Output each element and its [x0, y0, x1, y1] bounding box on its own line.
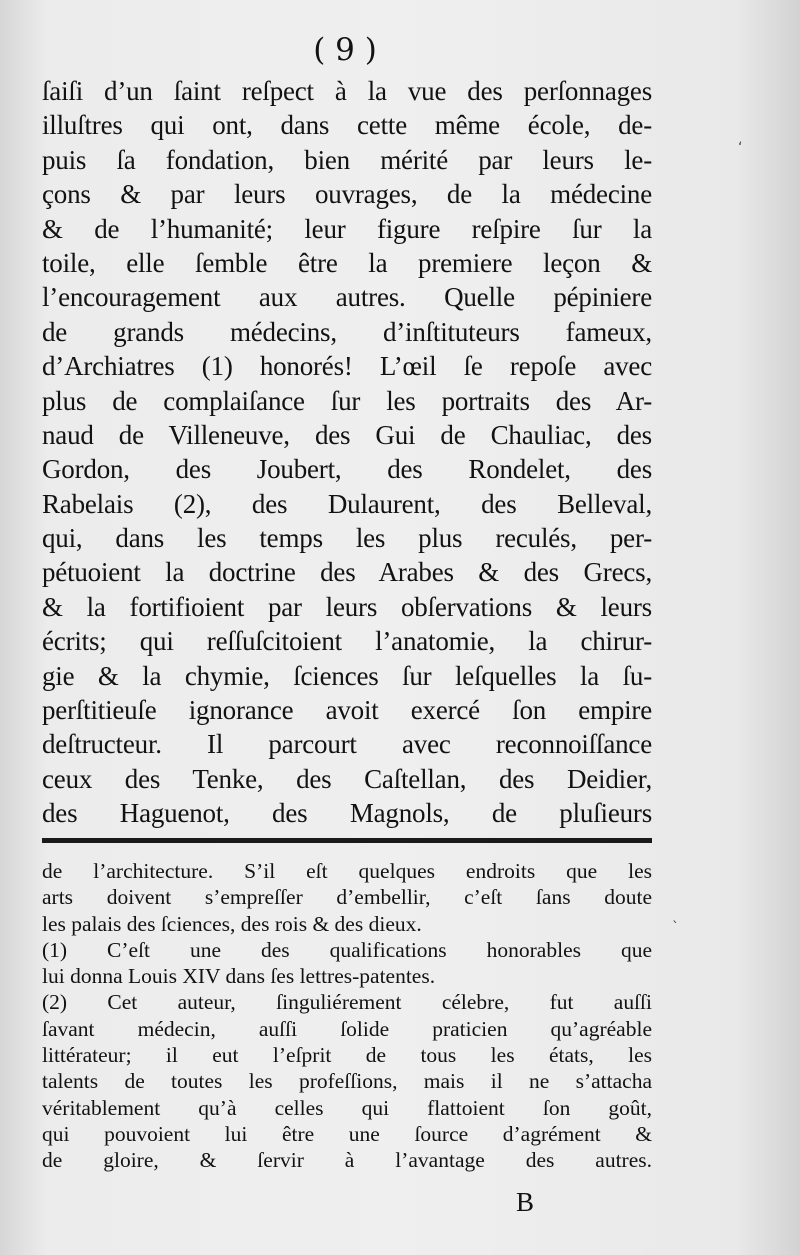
footnote-line: véritablement qu’à celles qui flattoient ſon goût,: [42, 1095, 652, 1120]
footnote-line: qui pouvoient lui être une ſource d’agrément &: [42, 1121, 652, 1146]
footnotes-block: [42, 858, 652, 1174]
main-text-line: qui, dans les temps les plus reculés, per-: [42, 523, 652, 554]
main-text-line: illuſtres qui ont, dans cette même école, de-: [42, 110, 652, 141]
main-text-line: plus de complaiſance ſur les portraits des Ar-: [42, 385, 652, 416]
main-text-line: pétuoient la doctrine des Arabes & des Grecs,: [42, 557, 652, 588]
main-text-line: & de l’humanité; leur figure reſpire ſur la: [42, 213, 652, 244]
main-text-line: ſaiſi d’un ſaint reſpect à la vue des perſonnages: [42, 76, 652, 106]
footnote-line: arts doivent s’empreſſer d’embellir, c’eſt ſans doute: [42, 885, 652, 910]
main-text-line: & la fortifioient par leurs obſervations & leurs: [42, 591, 652, 622]
footnote-line: (2) Cet auteur, ſinguliérement célebre, fut auſſi: [42, 990, 652, 1015]
main-text-block: [42, 74, 652, 831]
main-text-line: deſtructeur. Il parcourt avec reconnoiſſance: [42, 729, 652, 760]
main-text-line: Gordon, des Joubert, des Rondelet, des: [42, 454, 652, 485]
margin-speck: ‘: [738, 140, 743, 156]
footnote-line: les palais des ſciences, des rois & des dieux.: [42, 911, 422, 936]
main-text-line: d’Archiatres (1) honorés! L’œil ſe repoſe avec: [42, 351, 652, 382]
main-text-line: gie & la chymie, ſciences ſur leſquelles la ſu-: [42, 660, 652, 691]
main-text-line: ceux des Tenke, des Caſtellan, des Deidier,: [42, 763, 652, 794]
main-text-line: toile, elle ſemble être la premiere leçon &: [42, 247, 652, 278]
main-text-line: l’encouragement aux autres. Quelle pépiniere: [42, 282, 652, 313]
page-number: ( 9 ): [313, 32, 377, 68]
footnote-line: talents de toutes les profeſſions, mais il ne s’attacha: [42, 1069, 652, 1094]
main-text-line: écrits; qui reſſuſcitoient l’anatomie, la chirur-: [42, 626, 652, 657]
footnote-line: littérateur; il eut l’eſprit de tous les états, les: [42, 1043, 652, 1068]
footnote-line: de gloire, & ſervir à l’avantage des autres.: [42, 1148, 652, 1173]
footnote-line: de l’architecture. S’il eſt quelques endroits que les: [42, 859, 652, 883]
footnote-line: lui donna Louis XIV dans ſes lettres-patentes.: [42, 964, 436, 989]
main-text-line: çons & par leurs ouvrages, de la médecine: [42, 179, 652, 210]
main-text-line: puis ſa fondation, bien mérité par leurs le-: [42, 144, 652, 175]
footnote-line: (1) C’eſt une des qualifications honorables que: [42, 937, 652, 962]
footnote-separator-rule: [42, 838, 652, 843]
margin-speck: ˋ: [672, 920, 679, 936]
main-text-line: perſtitieuſe ignorance avoit exercé ſon empire: [42, 695, 652, 726]
main-text-line: des Haguenot, des Magnols, de pluſieurs: [42, 798, 652, 829]
main-text-line: de grands médecins, d’inſtituteurs fameux,: [42, 316, 652, 347]
main-text-line: Rabelais (2), des Dulaurent, des Belleval,: [42, 488, 652, 519]
main-text-line: naud de Villeneuve, des Gui de Chauliac, des: [42, 419, 652, 450]
signature-mark: B: [515, 1187, 534, 1217]
footnote-line: ſavant médecin, auſſi ſolide praticien qu’agréable: [42, 1016, 652, 1041]
